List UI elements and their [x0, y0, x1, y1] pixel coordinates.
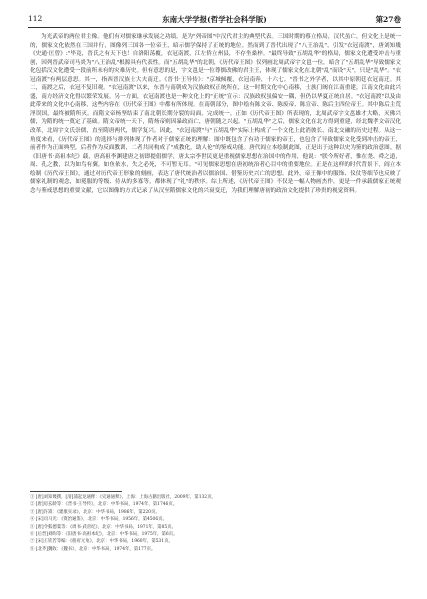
footnote: ⑤ [唐]令狐德棻等：《周书·武帝纪》，北京：中华书局，1971年，第85页。 — [30, 524, 176, 530]
footnote: ⑥ [后晋]刘昫等：《旧唐书·高祖本纪》，北京：中华书局，1975年，第6页。 — [30, 532, 178, 538]
footnote: ③ [唐]许嵩：《建康实录》，北京：中华书局，1986年，第220页。 — [30, 509, 160, 515]
footnote: ① [唐]刘知幾撰，[清]浦起龙通释：《史通通释》，上海：上海古籍出版社，2009年，第132页。 — [30, 495, 216, 500]
header-rule — [28, 27, 401, 28]
journal-title: 东南大学学报(哲学社会科学版) — [162, 15, 267, 24]
footnote: ⑦ [宋]王钦若等编：《册府元龟》，北京：中华书局，1960年，第531页。 — [30, 539, 173, 545]
footnote-rule — [30, 491, 122, 492]
footnotes — [30, 494, 401, 553]
running-header — [28, 14, 401, 26]
footnote: ② [唐]房玄龄等：《晋书·王导传》，北京：中华书局，1974年，第1746页。 — [30, 502, 178, 508]
volume-label: 第27卷 — [375, 15, 401, 24]
page-number: 112 — [28, 14, 43, 23]
footnote: ⑧ [北齐]魏收：《魏书》，北京：中华书局，1974年，第177页。 — [30, 546, 156, 552]
body-text: 为光武帝的两位君主像。他们有对儒家继承发展之功绩，是为"列帝图"中汉代君主的典型代表。三国时期的蔡立格局，汉代虽亡，但文化上是统一的，儒家文化依然在三国并行，图像列三国各一位帝王，暗示儒学保持了正统的地位。然而到了晋代出现了"八王治乱"，引发"衣冠南渡"，唐刘知幾《史通·匡曾》:"毕竟，晋氏之有天下也！自洛阳荡覆，衣冠南渡，江左侨立州县，不存坐桑梓。"最终导致"五胡乱华"的格局，儒家文化遭受冲击与重创，因列晋武帝司马炎为"八王治乱"根源具有代表性。而"五胡乱华"的北朝，《历代帝王图》仅列画北周武帝宇文邕一位，暗含了"五胡乱华"导致儒家文化包括汉文化遭受一段前所未有的灾难历史。但有意思的是，宇文邕是一位尊儒改佛的君主王，体现了儒家文化在北朝"乱"而设"天"，只是"乱华"。"衣冠南渡"有两层意思。其一，指西晋汉族士大夫南迁。《晋书·王导传》："京城倾覆，衣冠南奔，十六七。"晋书之外学者，以其中原朝廷衣冠南迁。其二，南渡之后，衣冠不复旧观。"衣冠南渡"以来，东晋与南朝成为汉族政权正统所在，这一时期文化中心南移，士族门阀在江南重建，江南文化由此兴盛，南方经济文化得以繁荣发展。另一方面，衣冠南渡也是一种文化上的"正统"宣示：汉族政权虽偏安一隅，但仍以华夏正统自居。"衣冠南渡"以及由此带来的文化中心南移，这些内容在《历代帝王图》中都有所体现。在南朝部分，图中绘有陈文帝、陈废帝、陈宣帝、陈后主四位帝王。其中陈后主荒淫误国，最终被隋所灭。而隋文帝杨坚结束了南北朝长期分裂的局面，完成统一。正如《历代帝王图》所表现的，北周武帝宇文邕雄才大略，灭佛兴儒，为隋的统一奠定了基础。隋文帝统一天下，隋炀帝则因暴政而亡，唐朝随之兴起。"五胡乱华"之后，儒家文化在北方得到重建，经北魏孝文帝汉化改革，北周宇文氏崇儒，直至隋唐两代，儒学复兴。因此，"衣冠南渡"与"五胡乱华"实际上构成了一个文化上此消彼长、南北交融的历史过程。从这一角度来看，《历代帝王图》的选择与排列体现了作者对于儒家正统的理解：图中既包含了有功于儒家的帝王，也包含了导致儒家文化受到冲击的帝王，前者作为正面典型，后者作为反面教训，二者共同构成了"成教化，助人伦"的鉴戒功能。唐代阎立本绘制此图，正是出于这种以史为鉴的政治意图。据《旧唐书·高祖本纪》载，唐高祖李渊建唐之初即提倡儒学，唐太宗李世民更是重视儒家思想在治国中的作用，他说："朕今所好者，惟在尧、舜之道，周、孔之教，以为如鸟有翼，如鱼依水，失之必死，不可暂无耳。"可见儒家思想在唐初统治者心目中的重要地位。正是在这样的时代背景下，阎立本绘制《历代帝王图》，通过对历代帝王形象的刻画，表达了唐代统治者以儒治国、借鉴历史兴亡的思想。此外，帝王像中的服饰、仪仗等细节也反映了儒家礼制的观念，如冕服的等级、侍从的多寡等，都体现了"礼"的秩序。综上所述，《历代帝王图》不仅是一幅人物画杰作，更是一件承载儒家正统观念与鉴戒思想的重要文献，它以图像的方式记录了从汉至隋儒家文化的兴衰变迁，为我们理解唐初的政治文化提供了珍贵的视觉资料。 — [30, 34, 401, 194]
footnote: ④ [宋]司马光：《资治通鉴》，北京：中华书局，1956年，第4506页。 — [30, 517, 167, 523]
